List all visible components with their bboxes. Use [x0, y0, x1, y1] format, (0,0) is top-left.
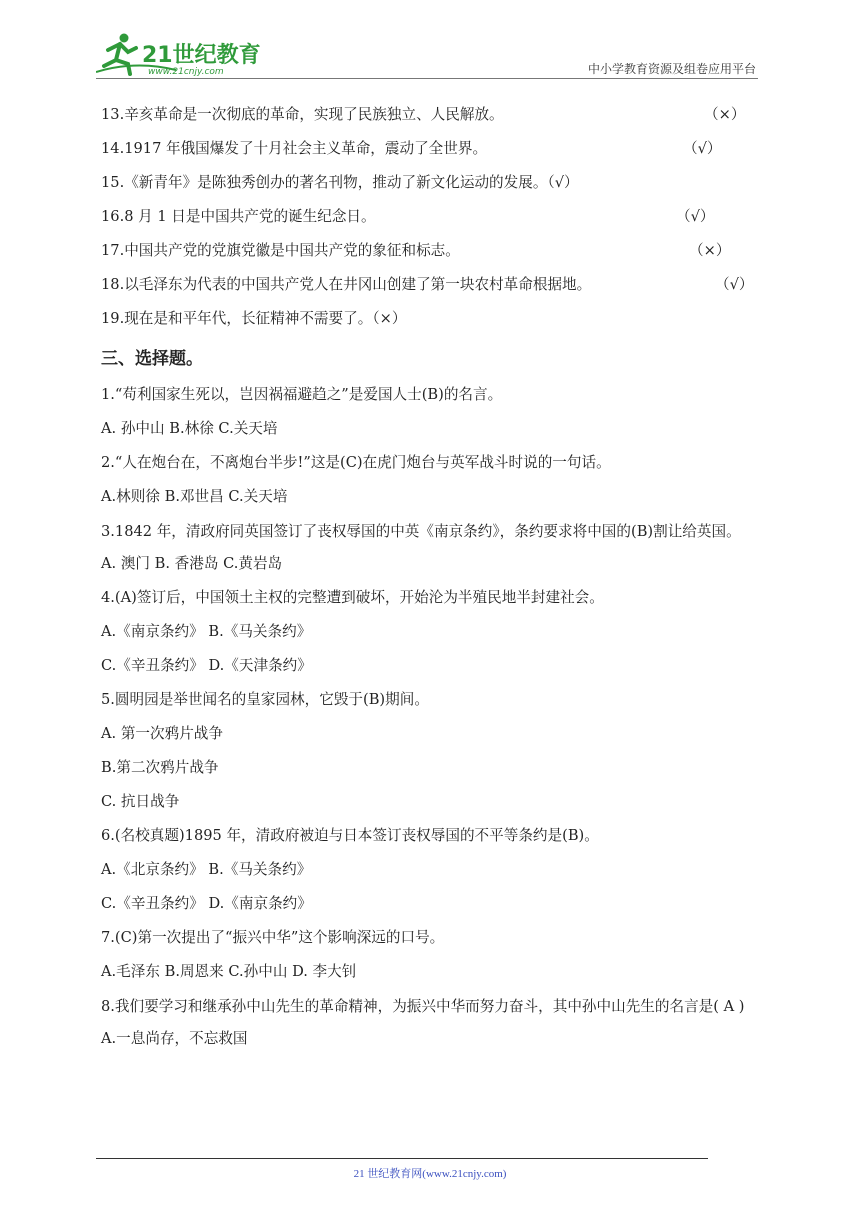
answer-mark: （√）: [715, 276, 754, 293]
question-line: 3.1842 年，清政府同英国签订了丧权辱国的中英《南京条约》，条约要求将中国的(B)割让给英国。: [101, 523, 741, 540]
option-line: B.第二次鸦片战争: [101, 759, 219, 776]
judgment-item: [101, 234, 761, 268]
option-line: A.一息尚存，不忘救国: [101, 1030, 248, 1047]
answer-mark: （√）: [676, 208, 715, 225]
question-text: 18.以毛泽东为代表的中国共产党人在井冈山创建了第一块农村革命根据地。: [101, 276, 592, 293]
question-line: 7.(C)第一次提出了“振兴中华”这个影响深远的口号。: [101, 929, 445, 946]
option-line: C.《辛丑条约》 D.《南京条约》: [101, 895, 312, 912]
document-body: [101, 98, 761, 1056]
question-text: 13.辛亥革命是一次彻底的革命，实现了民族独立、人民解放。: [101, 106, 504, 123]
answer-mark: （×）: [704, 106, 746, 123]
judgment-item: [101, 166, 761, 200]
option-line: C. 抗日战争: [101, 793, 180, 810]
question-text: 16.8 月 1 日是中国共产党的诞生纪念日。: [101, 208, 376, 225]
option-line: A.毛泽东 B.周恩来 C.孙中山 D. 李大钊: [101, 963, 357, 980]
option-line: A. 第一次鸦片战争: [101, 725, 223, 742]
option-line: C.《辛丑条约》 D.《天津条约》: [101, 657, 312, 674]
site-logo[interactable]: [96, 30, 266, 78]
option-line: A. 孙中山 B.林徐 C.关天培: [101, 420, 278, 437]
footer-divider: [96, 1158, 708, 1159]
platform-name: 中小学教育资源及组卷应用平台: [587, 62, 756, 76]
option-line: A. 澳门 B. 香港岛 C.黄岩岛: [101, 555, 283, 572]
question-line: 1.“苟利国家生死以，岂因祸福避趋之”是爱国人士(B)的名言。: [101, 386, 503, 403]
option-line: A.林则徐 B.邓世昌 C.关天培: [101, 488, 288, 505]
section-title: 三、选择题。: [101, 349, 203, 369]
question-text: 15.《新青年》是陈独秀创办的著名刊物，推动了新文化运动的发展。（√）: [101, 174, 579, 191]
judgment-item: [101, 268, 761, 302]
header-divider: [96, 78, 758, 79]
option-line: A.《北京条约》 B.《马关条约》: [101, 861, 312, 878]
answer-mark: （×）: [689, 242, 731, 259]
svg-text:www.21cnjy.com: www.21cnjy.com: [148, 67, 224, 77]
question-line: 2.“人在炮台在，不离炮台半步!”这是(C)在虎门炮台与英军战斗时说的一句话。: [101, 454, 611, 471]
question-text: 14.1917 年俄国爆发了十月社会主义革命，震动了全世界。: [101, 140, 488, 157]
page-header: [0, 0, 860, 80]
footer-link[interactable]: 21 世纪教育网(www.21cnjy.com): [353, 1168, 507, 1180]
answer-mark: （√）: [683, 140, 722, 157]
question-text: 19.现在是和平年代，长征精神不需要了。（×）: [101, 310, 407, 327]
judgment-item: [101, 98, 761, 132]
runner-logo-icon: [96, 30, 266, 78]
judgment-item: [101, 200, 761, 234]
question-text: 17.中国共产党的党旗党徽是中国共产党的象征和标志。: [101, 242, 460, 259]
judgment-item: [101, 132, 761, 166]
svg-text:21世纪教育: 21世纪教育: [142, 43, 261, 68]
question-line: 6.(名校真题)1895 年，清政府被迫与日本签订丧权辱国的不平等条约是(B)。: [101, 827, 599, 844]
question-line: 4.(A)签订后，中国领土主权的完整遭到破坏，开始沦为半殖民地半封建社会。: [101, 589, 604, 606]
option-line: A.《南京条约》 B.《马关条约》: [101, 623, 312, 640]
question-line: 5.圆明园是举世闻名的皇家园林，它毁于(B)期间。: [101, 691, 429, 708]
judgment-item: [101, 302, 761, 336]
question-line: 8.我们要学习和继承孙中山先生的革命精神，为振兴中华而努力奋斗，其中孙中山先生的名言是( A ): [101, 998, 745, 1015]
